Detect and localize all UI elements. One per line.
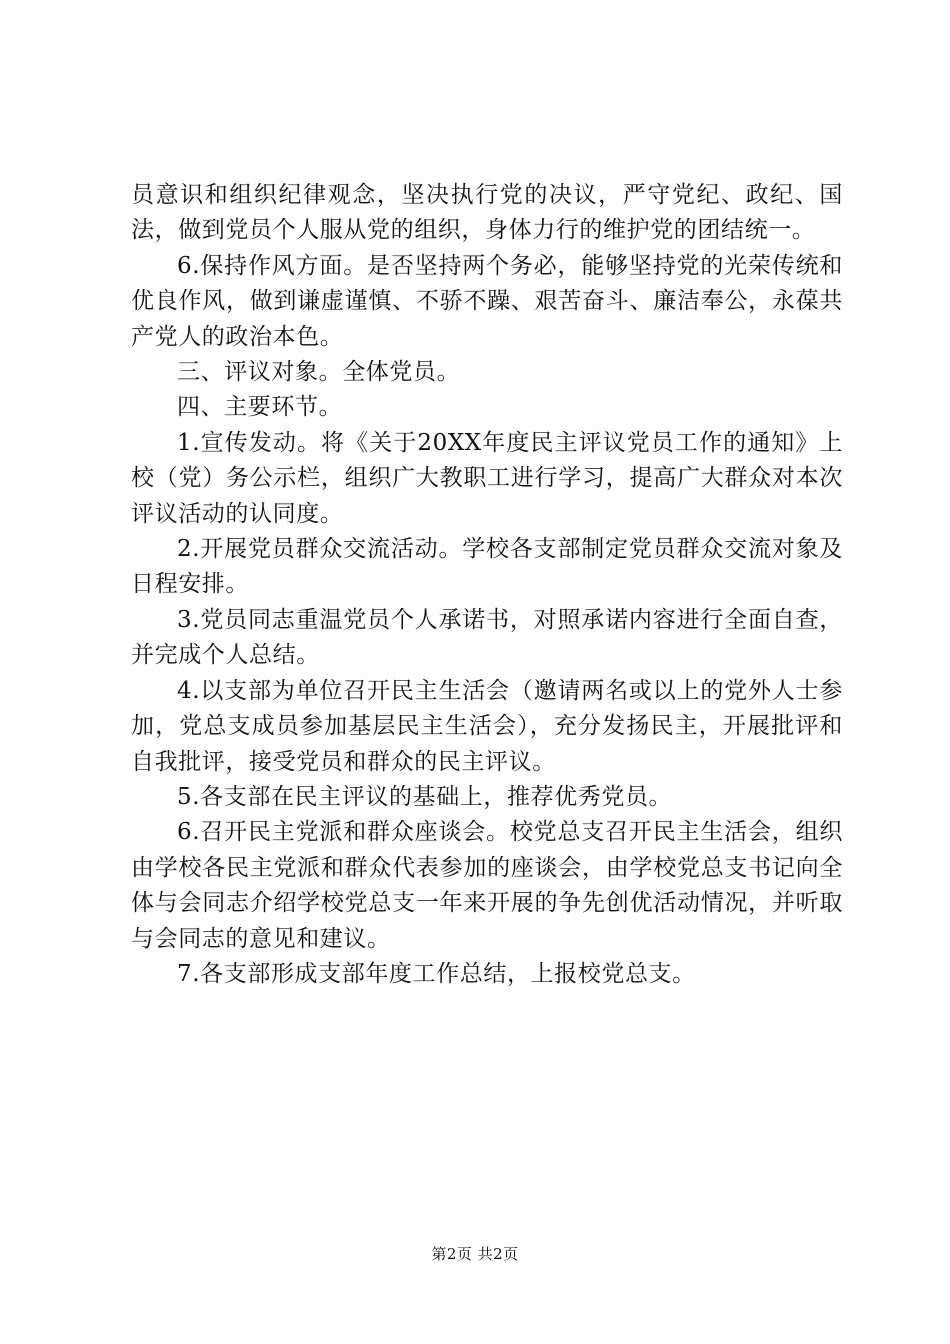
paragraph-step-3: 3.党员同志重温党员个人承诺书，对照承诺内容进行全面自查，并完成个人总结。 xyxy=(131,606,843,669)
document-body xyxy=(131,178,843,992)
paragraph-step-2: 2.开展党员群众交流活动。学校各支部制定党员群众交流对象及日程安排。 xyxy=(131,536,843,598)
paragraph-step-7: 7.各支部形成支部年度工作总结，上报校党总支。 xyxy=(177,960,696,987)
paragraph-step-6: 6.召开民主党派和群众座谈会。校党总支召开民主生活会，组织由学校各民主党派和群众代表参加的座谈会，由学校党总支书记向全体与会同志介绍学校党总支一年来开展的争先创优活动情况，并听取与会同志的意见和建议。 xyxy=(131,819,843,952)
paragraph-continuation: 员意识和组织纪律观念，坚决执行党的决议，严守党纪、政纪、国法，做到党员个人服从党的组织，身体力行的维护党的团结统一。 xyxy=(131,182,843,244)
paragraph-section-3: 三、评议对象。全体党员。 xyxy=(177,359,461,386)
paragraph-item-6-style: 6.保持作风方面。是否坚持两个务必，能够坚持党的光荣传统和优良作风，做到谦虚谨慎、不骄不躁、艰苦奋斗、廉洁奉公，永葆共产党人的政治本色。 xyxy=(131,252,843,350)
paragraph-section-4: 四、主要环节。 xyxy=(177,394,343,421)
paragraph-step-1: 1.宣传发动。将《关于20XX年度民主评议党员工作的通知》上校（党）务公示栏，组织广大教职工进行学习，提高广大群众对本次评议活动的认同度。 xyxy=(131,429,843,527)
paragraph-step-5: 5.各支部在民主评议的基础上，推荐优秀党员。 xyxy=(177,783,673,810)
page-footer: 第2页 共2页 xyxy=(431,1245,519,1263)
paragraph-step-4: 4.以支部为单位召开民主生活会（邀请两名或以上的党外人士参加，党总支成员参加基层民主生活会），充分发扬民主，开展批评和自我批评，接受党员和群众的民主评议。 xyxy=(131,677,843,775)
